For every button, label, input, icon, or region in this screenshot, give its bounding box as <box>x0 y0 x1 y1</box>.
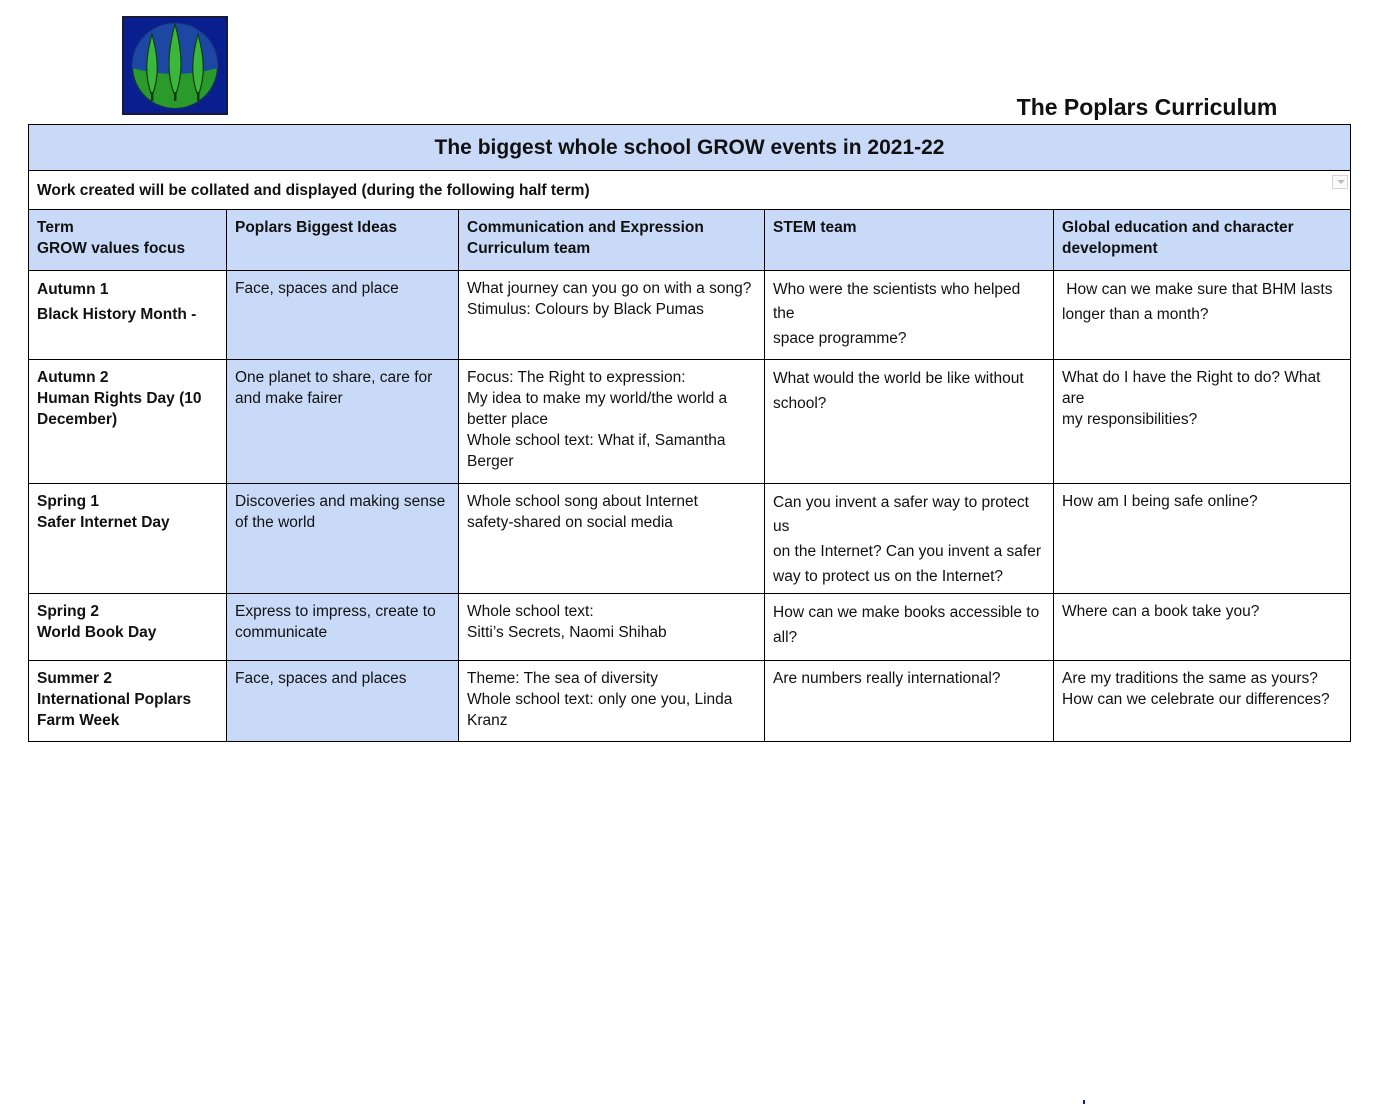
header-line: development <box>1062 240 1158 257</box>
communication-cell <box>459 271 765 360</box>
table-note-row <box>29 171 1351 210</box>
table-row <box>29 594 1351 661</box>
cell-line: Berger <box>467 453 514 470</box>
cell-line: How am I being safe online? <box>1062 493 1258 510</box>
cell-line: How can we make sure that BHM lasts <box>1062 281 1333 298</box>
cell-line: my responsibilities? <box>1062 411 1198 428</box>
stem-cell <box>765 594 1054 661</box>
table-note-cell <box>29 171 1351 210</box>
stem-cell <box>765 484 1054 594</box>
table-row <box>29 484 1351 594</box>
header-stem <box>765 210 1054 271</box>
cell-line: One planet to share, care for <box>235 369 433 386</box>
cell-line: Focus: The Right to expression: <box>467 369 686 386</box>
header-line: Term <box>37 219 74 236</box>
cell-line: What would the world be like without <box>773 370 1024 387</box>
cell-line: My idea to make my world/the world a <box>467 390 728 407</box>
term-cell <box>29 484 227 594</box>
cell-line: Who were the scientists who helped the <box>773 281 1021 322</box>
header-row <box>29 210 1351 271</box>
cell-line: Farm Week <box>37 712 120 729</box>
header-line: Poplars Biggest Ideas <box>235 219 397 236</box>
cell-line: better place <box>467 411 548 428</box>
header-term <box>29 210 227 271</box>
cell-line: space programme? <box>773 330 907 347</box>
table-row <box>29 661 1351 742</box>
cell-line: Spring 2 <box>37 603 100 620</box>
communication-cell <box>459 484 765 594</box>
cell-line: Theme: The sea of diversity <box>467 670 658 687</box>
communication-cell <box>459 594 765 661</box>
table-row <box>29 360 1351 484</box>
cell-line: Sitti’s Secrets, Naomi Shihab <box>467 624 667 641</box>
cell-line: longer than a month? <box>1062 306 1209 323</box>
table-title: The biggest whole school GROW events in 2021-22 <box>29 125 1351 171</box>
global-cell <box>1054 661 1351 742</box>
cell-line: Summer 2 <box>37 670 112 687</box>
global-cell <box>1054 594 1351 661</box>
cell-line: Whole school text: only one you, Linda <box>467 691 733 708</box>
header-global <box>1054 210 1351 271</box>
global-cell <box>1054 360 1351 484</box>
global-cell <box>1054 484 1351 594</box>
cell-line: Spring 1 <box>37 493 100 510</box>
table-note: Work created will be collated and displayed (during the following half term) <box>37 181 590 199</box>
school-logo <box>122 16 228 115</box>
cell-line: Are my traditions the same as yours? <box>1062 670 1318 687</box>
stem-cell <box>765 661 1054 742</box>
cell-line: Can you invent a safer way to protect us <box>773 494 1029 535</box>
cell-line: Kranz <box>467 712 508 729</box>
cell-line: and make fairer <box>235 390 343 407</box>
cell-line: Autumn 2 <box>37 369 109 386</box>
communication-cell <box>459 360 765 484</box>
cell-line: How can we make books accessible to <box>773 604 1040 621</box>
header-line: Communication and Expression <box>467 219 704 236</box>
header-big-ideas <box>227 210 459 271</box>
cell-line: International Poplars <box>37 691 192 708</box>
dropdown-arrow-icon[interactable] <box>1332 175 1348 189</box>
cell-line: Human Rights Day (10 <box>37 390 202 407</box>
term-cell <box>29 271 227 360</box>
cell-line: safety-shared on social media <box>467 514 673 531</box>
cell-line: What do I have the Right to do? What are <box>1062 369 1321 407</box>
table-title-row <box>29 125 1351 171</box>
header-line: GROW values focus <box>37 240 186 257</box>
grow-events-table <box>28 124 1351 742</box>
three-poplar-trees-logo-icon <box>122 16 228 115</box>
big-idea-cell <box>227 661 459 742</box>
cell-line: How can we celebrate our differences? <box>1062 691 1330 708</box>
big-idea-cell <box>227 484 459 594</box>
global-cell <box>1054 271 1351 360</box>
cell-line: World Book Day <box>37 624 157 641</box>
cell-line: communicate <box>235 624 328 641</box>
cell-line: Whole school song about Internet <box>467 493 698 510</box>
term-cell <box>29 360 227 484</box>
cell-line: Safer Internet Day <box>37 514 170 531</box>
cell-line: Stimulus: Colours by Black Pumas <box>467 301 704 318</box>
cell-line: What journey can you go on with a song? <box>467 280 752 297</box>
big-idea-cell <box>227 360 459 484</box>
term-cell <box>29 594 227 661</box>
cell-line: Autumn 1 <box>37 281 109 298</box>
term-cell <box>29 661 227 742</box>
stem-cell <box>765 360 1054 484</box>
header-communication <box>459 210 765 271</box>
cell-line: way to protect us on the Internet? <box>773 568 1004 585</box>
cell-line: December) <box>37 411 118 428</box>
cell-line: Where can a book take you? <box>1062 603 1260 620</box>
document-title: The Poplars Curriculum <box>1016 94 1278 120</box>
cell-line: Face, spaces and places <box>235 670 407 687</box>
cell-line: school? <box>773 395 827 412</box>
big-idea-cell <box>227 271 459 360</box>
table-row <box>29 271 1351 360</box>
cell-line: Discoveries and making sense <box>235 493 446 510</box>
communication-cell <box>459 661 765 742</box>
cell-line: Face, spaces and place <box>235 280 399 297</box>
cell-line: all? <box>773 629 798 646</box>
cell-line: of the world <box>235 514 316 531</box>
header-line: STEM team <box>773 219 857 236</box>
cell-line: Express to impress, create to <box>235 603 436 620</box>
cell-line: Black History Month - <box>37 306 197 323</box>
stem-cell <box>765 271 1054 360</box>
header-line: Global education and character <box>1062 219 1294 236</box>
cursor-mark <box>1083 1100 1085 1104</box>
cell-line: Whole school text: <box>467 603 594 620</box>
cell-line: Are numbers really international? <box>773 670 1001 687</box>
big-idea-cell <box>227 594 459 661</box>
cell-line: on the Internet? Can you invent a safer <box>773 543 1041 560</box>
header-line: Curriculum team <box>467 240 591 257</box>
cell-line: Whole school text: What if, Samantha <box>467 432 726 449</box>
